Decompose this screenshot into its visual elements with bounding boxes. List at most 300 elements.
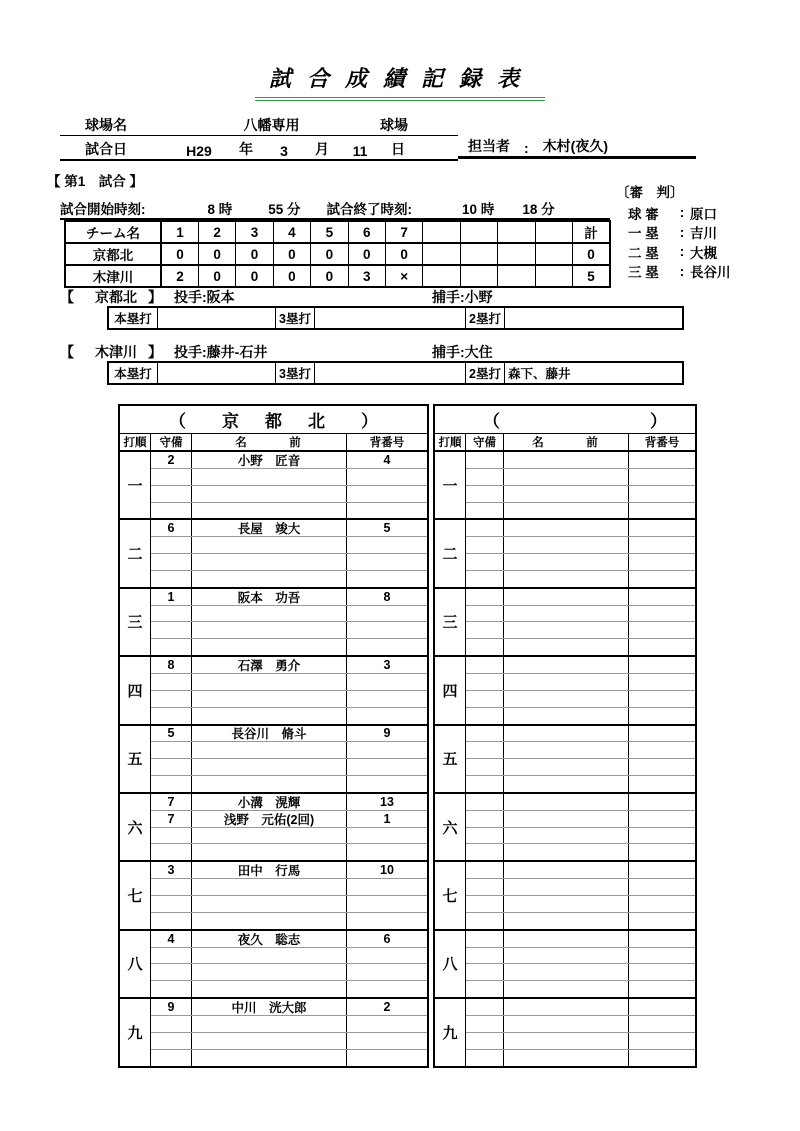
position-cell — [466, 964, 504, 980]
position-cell — [466, 708, 504, 724]
player-name-cell — [192, 742, 347, 758]
jersey-number-cell — [629, 674, 695, 690]
player-name-cell — [192, 691, 347, 707]
lineup-subrow — [466, 1015, 695, 1032]
umpire-line — [616, 223, 791, 243]
inning-cell — [498, 243, 535, 265]
lineup-block — [435, 997, 695, 1065]
position-cell — [151, 708, 192, 724]
position-cell — [466, 1033, 504, 1049]
jersey-number-cell — [347, 571, 427, 587]
jersey-number-cell — [629, 639, 695, 655]
lineup-block — [435, 724, 695, 792]
end-minute: 18 分 — [522, 202, 555, 217]
team-section-heading-kyotokita — [60, 290, 692, 307]
inning-cell: 0 — [311, 243, 348, 265]
lineup-block — [435, 929, 695, 997]
player-name-cell — [192, 469, 347, 485]
inning-cell — [423, 221, 460, 243]
lineup-subrow — [466, 1032, 695, 1049]
lineup-subrow — [151, 775, 427, 792]
lineup-block — [120, 997, 427, 1065]
lineup-rows — [151, 589, 427, 655]
lineup-subrow — [151, 741, 427, 758]
player-name-cell — [504, 913, 629, 929]
lineup-subrow — [466, 810, 695, 827]
lineup-subrow — [466, 673, 695, 690]
player-name-cell — [504, 589, 629, 605]
position-cell: 4 — [151, 931, 192, 947]
player-name-cell: 長屋 竣大 — [192, 520, 347, 536]
paren-open: （ — [483, 412, 500, 431]
position-cell — [151, 828, 192, 844]
date-era-value: H29 — [186, 143, 212, 159]
lineup-subrow — [151, 758, 427, 775]
lineup-title-right — [435, 406, 695, 434]
start-minute: 55 分 — [268, 202, 301, 217]
player-name-cell — [504, 520, 629, 536]
position-cell — [466, 879, 504, 895]
player-name-cell — [504, 862, 629, 878]
lineup-subrow — [151, 621, 427, 638]
lineup-block — [435, 792, 695, 860]
team-section-heading-kizugawa — [60, 345, 692, 362]
jersey-number-cell — [629, 606, 695, 622]
lineup-subrow — [466, 794, 695, 810]
position-cell — [466, 981, 504, 997]
batting-order-cell: 七 — [435, 862, 466, 928]
scoreboard-team-row — [65, 243, 610, 265]
player-name-cell — [504, 828, 629, 844]
lineup-subrow — [466, 741, 695, 758]
jersey-number-cell — [629, 726, 695, 742]
player-name-cell — [504, 554, 629, 570]
name-header: 名 前 — [192, 434, 347, 450]
lineup-subrow — [466, 621, 695, 638]
lineup-rows — [466, 589, 695, 655]
pitcher-info: 投手:藤井-石井 — [174, 344, 268, 360]
batting-order-cell: 一 — [120, 452, 151, 518]
lineup-subrow — [466, 452, 695, 468]
position-cell — [151, 691, 192, 707]
position-cell — [151, 759, 192, 775]
inning-cell — [498, 265, 535, 287]
position-cell: 8 — [151, 657, 192, 673]
lineup-subrow — [466, 536, 695, 553]
lineup-block — [120, 452, 427, 518]
inning-cell — [460, 265, 497, 287]
jersey-number-cell — [629, 520, 695, 536]
start-time-label: 試合開始時刻: — [60, 202, 146, 217]
position-cell — [151, 742, 192, 758]
player-name-cell: 浅野 元佑(2回) — [192, 811, 347, 827]
umpire-colon: : — [679, 244, 685, 260]
position-cell — [151, 571, 192, 587]
lineup-subrow — [151, 707, 427, 724]
player-name-cell — [192, 776, 347, 792]
umpire-name: 吉川 — [690, 226, 717, 242]
jersey-number-cell — [629, 1050, 695, 1066]
lineup-subrow — [466, 963, 695, 980]
jersey-number-cell — [347, 828, 427, 844]
batting-order-cell: 五 — [120, 726, 151, 792]
jersey-number-cell — [629, 948, 695, 964]
triple-label: 3塁打 — [276, 308, 315, 328]
inning-cell — [423, 243, 460, 265]
umpire-line — [616, 262, 791, 282]
lineup-subrow — [466, 570, 695, 587]
jersey-number-cell — [629, 691, 695, 707]
jersey-number-cell — [629, 879, 695, 895]
lineup-blocks-left — [120, 452, 427, 1066]
jersey-number-cell: 3 — [383, 658, 391, 673]
inning-cell — [535, 221, 572, 243]
page-title: 試合成績記録表 — [255, 62, 545, 101]
lineup-subrow — [466, 502, 695, 519]
batting-order-cell: 八 — [120, 931, 151, 997]
inning-cell: 1 — [161, 221, 198, 243]
player-name-cell — [504, 622, 629, 638]
inning-cell — [498, 221, 535, 243]
position-cell — [466, 862, 504, 878]
lineup-subrow — [151, 963, 427, 980]
batting-order-cell: 七 — [120, 862, 151, 928]
lineup-subrow — [151, 638, 427, 655]
position-cell — [466, 657, 504, 673]
month-label: 月 — [315, 141, 329, 157]
bracket-close: 】 — [148, 289, 162, 305]
lineup-rows — [151, 520, 427, 586]
lineup-subrow — [466, 726, 695, 742]
player-name-cell — [504, 776, 629, 792]
inning-cell: 0 — [198, 243, 235, 265]
position-cell — [466, 691, 504, 707]
lineup-subrow — [151, 843, 427, 860]
position-cell — [151, 1016, 192, 1032]
player-name-cell: 長谷川 脩斗 — [192, 726, 347, 742]
lineup-rows — [151, 452, 427, 518]
position-cell — [466, 622, 504, 638]
inning-cell — [460, 221, 497, 243]
total-cell: 計 — [572, 221, 610, 243]
lineup-team-name: 京都北 — [222, 412, 351, 431]
jersey-number-cell — [629, 981, 695, 997]
lineup-rows — [466, 931, 695, 997]
player-name-cell — [192, 759, 347, 775]
position-cell — [151, 964, 192, 980]
player-name-cell — [192, 879, 347, 895]
scoreboard-body — [65, 221, 610, 287]
lineup-rows — [466, 999, 695, 1065]
lineup-subrow — [151, 589, 427, 605]
jersey-number-cell — [629, 844, 695, 860]
double-value: 森下、藤井 — [508, 367, 571, 381]
batting-order-cell: 三 — [435, 589, 466, 655]
lineup-block — [120, 860, 427, 928]
lineup-block — [435, 655, 695, 723]
lineup-subrow — [151, 657, 427, 673]
inning-cell: 0 — [385, 243, 422, 265]
position-cell — [466, 486, 504, 502]
batting-order-cell: 四 — [120, 657, 151, 723]
jersey-number-cell — [629, 964, 695, 980]
lineup-subrow — [151, 1015, 427, 1032]
umpire-line — [616, 203, 791, 223]
scoreboard-header-row — [65, 221, 610, 243]
position-cell — [466, 948, 504, 964]
lineup-subrow — [151, 794, 427, 810]
player-name-cell: 夜久 聡志 — [192, 931, 347, 947]
lineup-block — [120, 724, 427, 792]
player-name-cell — [504, 981, 629, 997]
player-name-cell — [504, 811, 629, 827]
lineup-subrow — [466, 553, 695, 570]
position-cell — [466, 931, 504, 947]
lineup-block — [120, 587, 427, 655]
inning-cell: 0 — [198, 265, 235, 287]
jersey-number-cell — [347, 537, 427, 553]
lineup-subrow — [466, 862, 695, 878]
inning-cell: 4 — [273, 221, 310, 243]
lineup-subrow — [151, 878, 427, 895]
lineup-subrow — [151, 862, 427, 878]
jersey-number-cell — [629, 896, 695, 912]
jersey-number-cell: 2 — [383, 1000, 391, 1015]
position-cell — [151, 981, 192, 997]
jersey-number-cell — [347, 759, 427, 775]
inning-cell: 0 — [161, 243, 198, 265]
position-cell — [466, 537, 504, 553]
player-name-cell — [504, 571, 629, 587]
player-name-cell — [504, 964, 629, 980]
player-name-cell — [504, 486, 629, 502]
jersey-number-cell — [629, 794, 695, 810]
batting-order-cell: 一 — [435, 452, 466, 518]
lineup-subrow — [151, 947, 427, 964]
position-cell — [466, 742, 504, 758]
lineup-subrow — [466, 843, 695, 860]
player-name-cell — [504, 452, 629, 468]
jersey-number-cell — [347, 964, 427, 980]
position-cell — [151, 948, 192, 964]
position-cell — [466, 554, 504, 570]
player-name-cell: 田中 行馬 — [192, 862, 347, 878]
lineup-rows — [151, 726, 427, 792]
extra-base-hit-box-kyotokita — [107, 306, 684, 330]
jersey-number-cell — [347, 776, 427, 792]
lineup-subrow — [151, 827, 427, 844]
jersey-number-cell — [347, 691, 427, 707]
lineup-subrow — [466, 758, 695, 775]
position-cell — [466, 571, 504, 587]
position-cell — [466, 503, 504, 519]
position-cell — [466, 776, 504, 792]
position-cell — [466, 759, 504, 775]
lineup-header-row — [120, 434, 427, 452]
lineup-subrow — [151, 931, 427, 947]
player-name-cell — [504, 726, 629, 742]
year-label: 年 — [239, 141, 253, 157]
lineup-block — [435, 587, 695, 655]
player-name-cell — [504, 691, 629, 707]
lineup-subrow — [466, 931, 695, 947]
lineup-rows — [151, 931, 427, 997]
lineup-subrow — [151, 912, 427, 929]
player-name-cell — [192, 622, 347, 638]
inning-cell: 3 — [348, 265, 385, 287]
player-name-cell — [504, 794, 629, 810]
lineup-subrow — [466, 912, 695, 929]
page-title-wrap — [0, 62, 800, 101]
umpire-role: 三 塁 — [628, 265, 659, 281]
jersey-number-cell — [347, 708, 427, 724]
position-cell: 3 — [151, 862, 192, 878]
jersey-number-cell — [629, 811, 695, 827]
batting-order-cell: 六 — [435, 794, 466, 860]
lineup-rows — [151, 794, 427, 860]
triple-value — [315, 363, 466, 383]
jersey-number-cell — [629, 999, 695, 1015]
player-name-cell — [192, 486, 347, 502]
lineup-subrow — [151, 810, 427, 827]
player-name-cell — [504, 896, 629, 912]
position-cell: 6 — [151, 520, 192, 536]
lineup-block — [120, 929, 427, 997]
jersey-number-cell — [347, 1016, 427, 1032]
player-name-cell — [192, 674, 347, 690]
player-name-cell — [192, 639, 347, 655]
lineup-block — [435, 518, 695, 586]
player-name-cell — [504, 639, 629, 655]
lineup-subrow — [151, 673, 427, 690]
jersey-number-cell: 5 — [383, 521, 391, 536]
lineup-subrow — [151, 553, 427, 570]
manager-colon: : — [524, 140, 529, 156]
umpires-title: 〔審 判〕 — [616, 185, 684, 200]
position-cell — [466, 794, 504, 810]
jersey-number-cell — [629, 589, 695, 605]
jersey-number-cell — [629, 862, 695, 878]
lineup-rows — [466, 452, 695, 518]
player-name-cell — [192, 537, 347, 553]
inning-cell: 0 — [273, 243, 310, 265]
position-cell — [151, 913, 192, 929]
jersey-number-cell — [629, 759, 695, 775]
player-name-cell — [192, 981, 347, 997]
position-cell — [466, 844, 504, 860]
jersey-number-cell: 10 — [380, 863, 394, 878]
player-name-cell — [192, 913, 347, 929]
lineup-subrow — [151, 605, 427, 622]
lineup-subrow — [466, 707, 695, 724]
manager-label: 担当者 — [468, 138, 510, 154]
ballpark-name: 八幡専用 — [243, 117, 300, 133]
jersey-number-cell — [629, 571, 695, 587]
lineup-header-row — [435, 434, 695, 452]
lineup-subrow — [466, 657, 695, 673]
jersey-number-cell — [347, 948, 427, 964]
lineup-subrow — [466, 878, 695, 895]
lineup-blocks-right — [435, 452, 695, 1066]
jersey-number-header: 背番号 — [644, 437, 680, 449]
lineup-subrow — [466, 605, 695, 622]
triple-value — [315, 308, 466, 328]
position-cell: 7 — [151, 811, 192, 827]
lineup-subrow — [466, 638, 695, 655]
position-cell — [466, 674, 504, 690]
double-label: 2塁打 — [466, 363, 505, 383]
jersey-number-cell — [629, 913, 695, 929]
position-cell — [151, 844, 192, 860]
inning-cell: 7 — [385, 221, 422, 243]
player-name-cell — [504, 1033, 629, 1049]
inning-cell: 2 — [161, 265, 198, 287]
player-name-cell — [192, 948, 347, 964]
lineup-subrow — [151, 502, 427, 519]
homerun-value — [158, 363, 276, 383]
lineup-subrow — [466, 589, 695, 605]
date-row — [60, 136, 458, 161]
ballpark-suffix: 球場 — [380, 117, 408, 133]
umpire-name: 原口 — [690, 206, 717, 222]
batting-order-cell: 二 — [120, 520, 151, 586]
bracket-close: 】 — [148, 344, 162, 360]
jersey-number-cell — [347, 981, 427, 997]
player-name-cell — [504, 742, 629, 758]
lineup-subrow — [151, 690, 427, 707]
lineup-subrow — [466, 690, 695, 707]
game-time-row — [60, 196, 610, 220]
player-name-cell — [192, 606, 347, 622]
inning-cell: × — [385, 265, 422, 287]
manager-name: 木村(夜久) — [542, 138, 608, 154]
lineup-subrow — [151, 1032, 427, 1049]
total-cell: 5 — [572, 265, 610, 287]
player-name-cell — [504, 1050, 629, 1066]
umpire-role: 一 塁 — [628, 226, 659, 242]
lineup-subrow — [151, 468, 427, 485]
jersey-number-cell: 4 — [383, 452, 391, 467]
lineup-rows — [466, 520, 695, 586]
position-cell — [466, 589, 504, 605]
jersey-number-cell — [347, 1050, 427, 1066]
player-name-cell — [192, 1016, 347, 1032]
jersey-number-cell — [629, 486, 695, 502]
date-label: 試合日 — [85, 141, 127, 157]
player-name-cell — [192, 1033, 347, 1049]
paren-open: （ — [169, 412, 186, 431]
lineup-table-blank — [433, 404, 697, 1068]
player-name-cell — [504, 948, 629, 964]
player-name-cell — [504, 503, 629, 519]
position-cell — [151, 639, 192, 655]
end-time-label: 試合終了時刻: — [326, 202, 413, 217]
lineup-block — [435, 452, 695, 518]
batting-order-header: 打順 — [120, 434, 151, 450]
inning-cell — [535, 243, 572, 265]
player-name-cell — [192, 896, 347, 912]
position-cell — [151, 879, 192, 895]
position-cell — [466, 913, 504, 929]
umpires-panel — [616, 181, 791, 281]
lineup-subrow — [466, 947, 695, 964]
inning-cell: 5 — [311, 221, 348, 243]
inning-cell: 6 — [348, 221, 385, 243]
player-name-cell — [504, 708, 629, 724]
paren-close: ） — [361, 412, 378, 431]
player-name-cell — [192, 554, 347, 570]
inning-cell: 0 — [236, 265, 273, 287]
